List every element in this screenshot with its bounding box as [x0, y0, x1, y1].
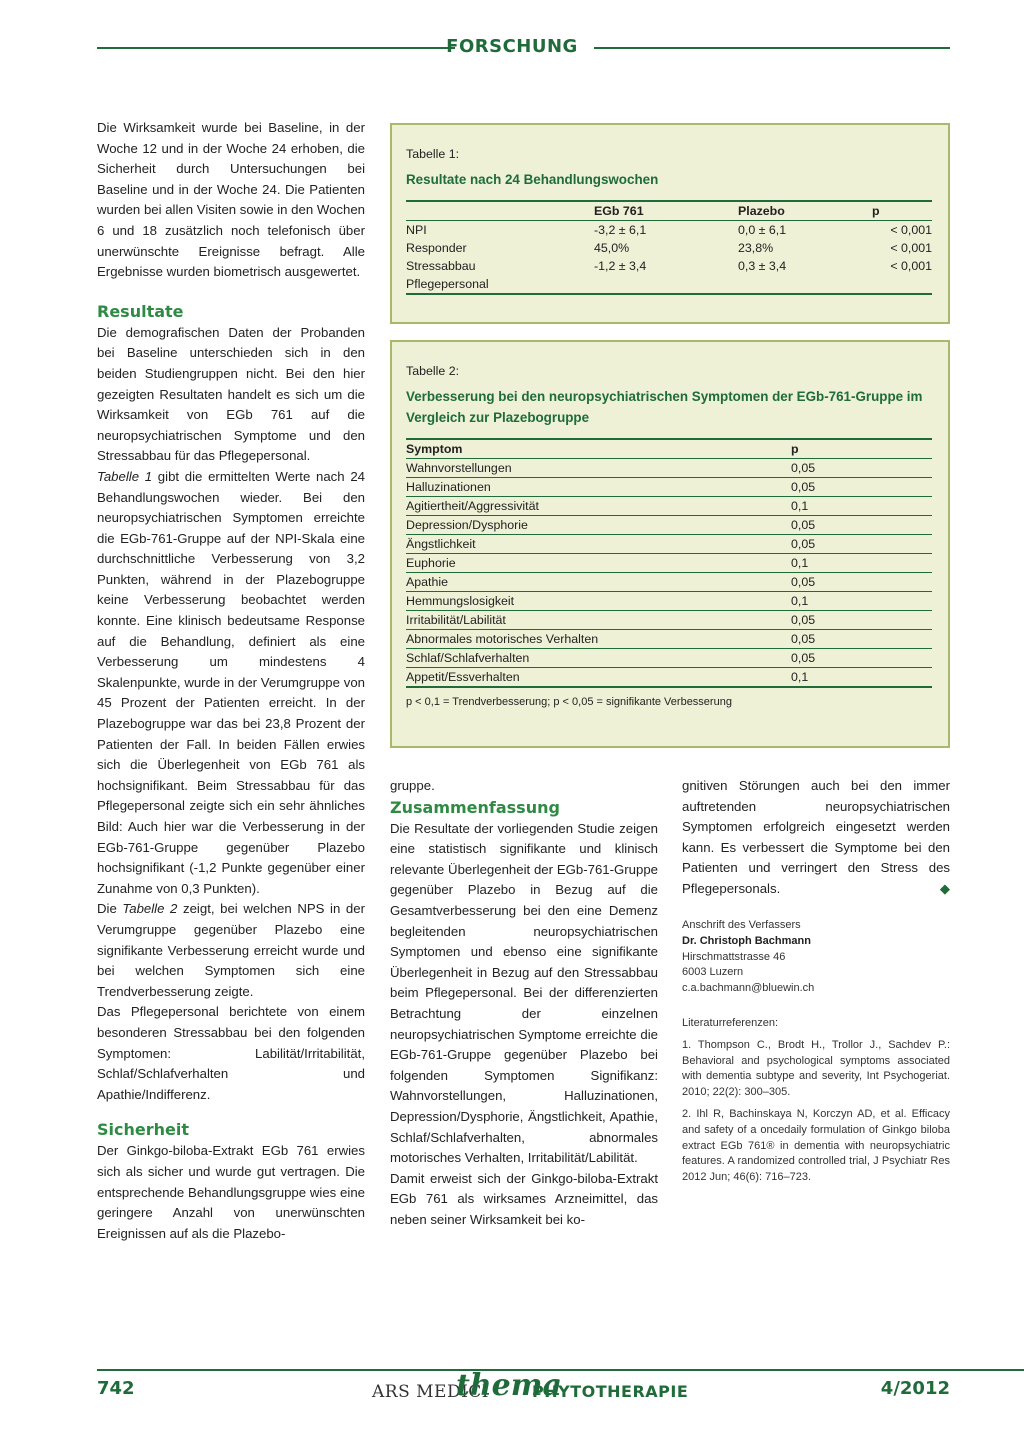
resultate-paragraph-3-text: zeigt, bei welchen NPS in der Verumgruppe gegenüber Plazebo eine signifikante Verbesserung erreicht wurde und bei welchen Symptomen sich eine Trendverbesserung zeigte.	[97, 901, 365, 999]
sicherheit-paragraph: Der Ginkgo-biloba-Extrakt EGb 761 erwies sich als sicher und wurde gut vertragen. Die entsprechende Behandlungsgruppe wies eine geringere Anzahl von unerwünschten Ereignissen auf als die Plazebo-	[97, 1143, 365, 1241]
table2-p: 0,05	[791, 459, 932, 478]
column-3-text: gnitiven Störungen auch bei den immer auftretenden neuropsychiatrischen Symptomen erfolgreich eingesetzt werden kann. Es verbessert die Symptome bei den Patienten und verringert den Stress des Pflegepersonals.	[682, 778, 950, 896]
table1-header: Plazebo	[738, 201, 872, 221]
table1	[406, 200, 932, 295]
table2-p: 0,1	[791, 668, 932, 688]
table2-symptom: Hemmungslosigkeit	[406, 592, 791, 611]
intro-paragraph: Die Wirksamkeit wurde bei Baseline, in der Woche 12 und in der Woche 24 erhoben, die Sicherheit durch Untersuchungen bei Baseline und in der Woche 24. Die Patienten wurden bei allen Visiten sowie in den Wochen 6 und 18 zusätzlich noch telefonisch über unerwünschte Ereignisse befragt. Alle Ergebnisse wurden biometrisch ausgewertet.	[97, 120, 365, 280]
table2-p: 0,05	[791, 649, 932, 668]
column-2	[390, 776, 658, 1230]
table1-cell	[594, 275, 738, 294]
table1-cell: < 0,001	[890, 223, 932, 237]
heading-sicherheit: Sicherheit	[97, 1120, 189, 1140]
table2-p: 0,1	[791, 592, 932, 611]
table2-symptom: Schlaf/Schlafverhalten	[406, 649, 791, 668]
table2-symptom: Ängstlichkeit	[406, 535, 791, 554]
issue-number: 4/2012	[880, 1378, 950, 1399]
table1-cell	[872, 275, 932, 294]
author-email: c.a.bachmann@bluewin.ch	[682, 982, 815, 995]
table2-symptom: Irritabilität/Labilität	[406, 611, 791, 630]
brand-thema: thema	[456, 1368, 562, 1403]
table2-symptom: Apathie	[406, 573, 791, 592]
table-row	[406, 275, 932, 294]
table-row	[406, 221, 932, 240]
table1-cell: 0,3 ± 3,4	[738, 259, 787, 273]
table2-p: 0,05	[791, 516, 932, 535]
table-row	[406, 649, 932, 668]
table-row	[406, 535, 932, 554]
footer-brand-logo	[372, 1368, 692, 1414]
table1-title: Resultate nach 24 Behandlungswochen	[406, 172, 659, 187]
author-address	[682, 918, 950, 997]
table2-symptom: Halluzinationen	[406, 478, 791, 497]
table2-symptom: Wahnvorstellungen	[406, 459, 791, 478]
continuation-text: gruppe.	[390, 778, 435, 793]
reference-item: 1. Thompson C., Brodt H., Trollor J., Sachdev P.: Behavioral and psychological symptoms associated with dementia subtype and severity, Int Psychogeriat. 2010; 22(2): 300–305.	[682, 1038, 950, 1099]
zusammenfassung-paragraph-1: Die Resultate der vorliegenden Studie zeigen eine statistisch signifikante und klinisch relevante Überlegenheit der EGb-761-Gruppe gegenüber Plazebo in Bezug auf die Gesamtverbesserung bei den eine Demenz begleitenden neuropsychiatrischen Symptomen und ebenso eine signifikante Überlegenheit in Bezug auf den Stressabbau beim Pflegepersonal. Bei der differenzierten Betrachtung der einzelnen neuropsychiatrischen Symptome erreichte die EGb-761-Gruppe gegenüber Plazebo bei folgenden Symptomen Signifikanz: Wahnvorstellungen, Halluzinationen, Depression/Dysphorie, Ängstlichkeit, Apathie, Schlaf/Schlafverhalten, abnormales motorisches Verhalten, Irritabilität/Labilität.	[390, 820, 658, 1166]
address-label: Anschrift des Verfassers	[682, 919, 801, 931]
table1-cell	[738, 275, 872, 294]
header-rule-right	[594, 47, 950, 49]
table2-reference: Tabelle 2	[122, 901, 178, 917]
table-row	[406, 239, 932, 257]
table2-symptom: Agitiertheit/Aggressivität	[406, 497, 791, 516]
column-3	[682, 776, 950, 900]
table1-label: Tabelle 1:	[406, 147, 460, 161]
table-row	[406, 516, 932, 535]
author-city: 6003 Luzern	[682, 966, 744, 979]
table-row	[406, 573, 932, 592]
table1-cell: 0,0 ± 6,1	[738, 223, 787, 237]
reference-item: 2. Ihl R, Bachinskaya N, Korczyn AD, et al. Efficacy and safety of a oncedaily formulation of Ginkgo biloba extract EGb 761® in dementia with neuropsychiatric features. A randomized controlled trial, J Psychiatr Res 2012 Jun; 46(6): 716–723.	[682, 1107, 950, 1184]
table2-header-row	[406, 439, 932, 459]
table-row	[406, 554, 932, 573]
table1-cell: Responder	[406, 241, 467, 255]
author-name	[682, 934, 950, 950]
table1-cell: -3,2 ± 6,1	[594, 223, 647, 237]
table2-header: Symptom	[406, 439, 791, 459]
author-street: Hirschmattstrasse 46	[682, 950, 786, 963]
table1-cell: Stressabbau	[406, 259, 476, 273]
resultate-paragraph-3-pre: Die	[97, 901, 123, 917]
table1-reference: Tabelle 1	[97, 468, 153, 484]
table2-symptom: Depression/Dysphorie	[406, 516, 791, 535]
resultate-paragraph-2-text: gibt die ermittelten Werte nach 24 Behandlungswochen wieder. Bei den neuropsychiatrischen Symptomen erreichte die EGb-761-Gruppe auf der NPI-Skala eine durchschnittliche Verbesserung von 3,2 Punkten, während in der Plazebogruppe keine Verbesserung beobachtet werden konnte. Eine klinisch bedeutsame Response auf die Behandlung, definiert als eine Verbesserung um mindestens 4 Skalenpunkte, wurde in der Verumgruppe von 45 Prozent der Patienten erreicht. In der Plazebogruppe war das bei 23,8 Prozent der Patienten der Fall. In beiden Fällen erwies sich die Überlegenheit von EGb 761 als hochsignifikant. Beim Stressabbau für das Pflegepersonal zeigte sich ein sehr ähnliches Bild: Auch hier war die Verbesserung in der EGb-761-Gruppe gegenüber Plazebo hochsignifikant (-1,2 Punkte gegenüber einer Zunahme von 0,3 Punkten).	[97, 468, 365, 896]
literature-references	[682, 1016, 950, 1186]
table2-symptom: Abnormales motorisches Verhalten	[406, 630, 791, 649]
table1-cell: < 0,001	[890, 259, 932, 273]
table-row	[406, 497, 932, 516]
table2-box	[390, 340, 950, 748]
table1-cell: 45,0%	[594, 241, 630, 255]
table2-p: 0,1	[791, 497, 932, 516]
table2-p: 0,05	[791, 611, 932, 630]
table2-p: 0,05	[791, 535, 932, 554]
table-row	[406, 668, 932, 688]
table1-header-row	[406, 201, 932, 221]
table1-cell: 23,8%	[738, 241, 774, 255]
table-row	[406, 257, 932, 275]
table-row	[406, 478, 932, 497]
end-mark-icon: ◆	[939, 880, 950, 896]
table2	[406, 438, 932, 688]
author-name-text: Dr. Christoph Bachmann	[682, 934, 811, 947]
table2-p: 0,05	[791, 630, 932, 649]
heading-zusammenfassung: Zusammenfassung	[390, 797, 560, 817]
table1-cell: Pflegepersonal	[406, 275, 594, 294]
table2-p: 0,05	[791, 478, 932, 497]
table2-label: Tabelle 2:	[406, 364, 460, 378]
resultate-paragraph-3	[97, 899, 365, 1002]
table1-header: EGb 761	[594, 201, 738, 221]
brand-section: PHYTOTHERAPIE	[532, 1382, 689, 1401]
heading-resultate: Resultate	[97, 301, 184, 321]
table1-header	[406, 201, 594, 221]
table-row	[406, 592, 932, 611]
table1-cell: -1,2 ± 3,4	[594, 259, 647, 273]
table1-cell: < 0,001	[890, 241, 932, 255]
table2-p: 0,05	[791, 573, 932, 592]
table2-symptom: Euphorie	[406, 554, 791, 573]
resultate-paragraph-2	[97, 467, 365, 899]
resultate-paragraph-4: Das Pflegepersonal berichtete von einem besonderen Stressabbau bei den folgenden Symptomen: Labilität/Irritabilität, Schlaf/Schlafverhalten und Apathie/Indifferenz.	[97, 1004, 365, 1102]
table2-p: 0,1	[791, 554, 932, 573]
literature-label: Literaturreferenzen:	[682, 1017, 778, 1029]
resultate-paragraph-1: Die demografischen Daten der Probanden bei Baseline unterschieden sich in den beiden Studiengruppen nicht. Bei den hier gezeigten Resultaten handelt es sich um die Wirksamkeit von EGb 761 auf die neuropsychiatrischen Symptome und den Stressabbau für das Pflegepersonal.	[97, 324, 365, 464]
table2-header: p	[791, 439, 932, 459]
page-number: 742	[97, 1378, 135, 1399]
table2-title: Verbesserung bei den neuropsychiatrischen Symptomen der EGb-761-Gruppe im Vergleich zur Plazebogruppe	[406, 389, 923, 425]
table1-cell: NPI	[406, 223, 427, 237]
table1-box	[390, 123, 950, 324]
brand-ars-medici: ARS MEDICI	[372, 1382, 490, 1402]
zusammenfassung-paragraph-2: Damit erweist sich der Ginkgo-biloba-Extrakt EGb 761 als wirksames Arzneimittel, das neben seiner Wirksamkeit bei ko-	[390, 1170, 658, 1227]
table2-footnote: p < 0,1 = Trendverbesserung; p < 0,05 = signifikante Verbesserung	[406, 696, 732, 708]
column-3-paragraph	[682, 776, 950, 900]
table-row	[406, 611, 932, 630]
section-title: FORSCHUNG	[446, 36, 578, 57]
table-row	[406, 630, 932, 649]
table1-header: p	[872, 201, 932, 221]
table-row	[406, 459, 932, 478]
table2-symptom: Appetit/Essverhalten	[406, 668, 791, 688]
column-1	[97, 118, 365, 1244]
